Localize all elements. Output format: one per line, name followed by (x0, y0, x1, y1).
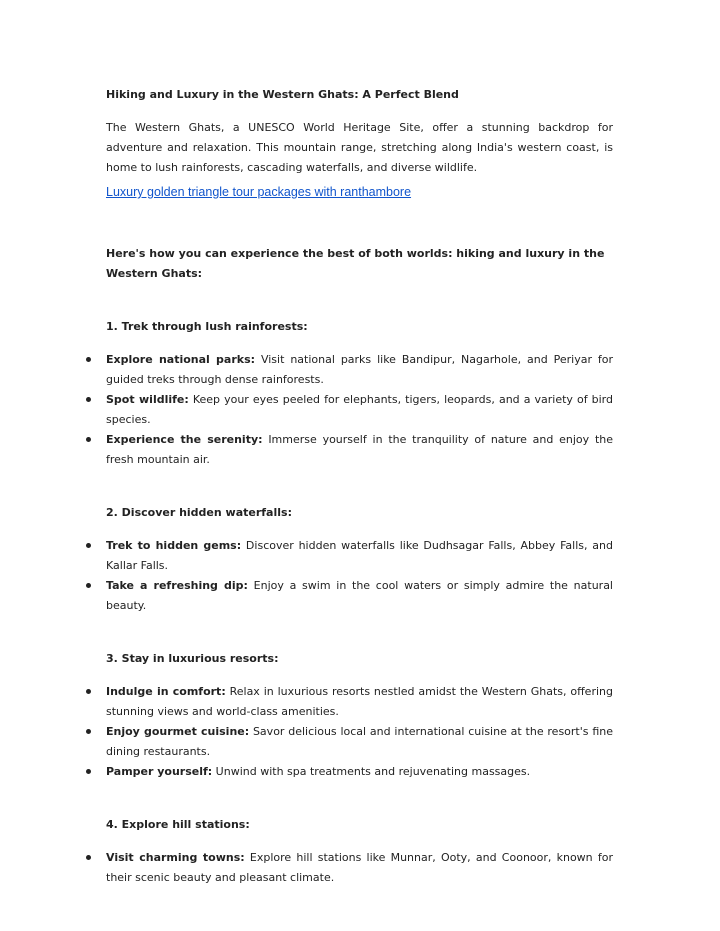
list-item (106, 848, 613, 888)
list-item (106, 722, 613, 762)
list-item-text: Immerse yourself in the tranquility of nature and enjoy the fresh mountain air. (106, 433, 614, 466)
section-4-list (106, 848, 613, 888)
section-4-title: 4. Explore hill stations: (106, 818, 250, 831)
list-item (106, 576, 613, 616)
section-3-list (106, 682, 613, 782)
bullet-icon (86, 357, 91, 362)
list-item-label: Experience the serenity: (106, 433, 263, 446)
intro-line: adventure and relaxation. This mountain range, stretching along India's western coast, is (106, 141, 613, 154)
list-item-text: Unwind with spa treatments and rejuvenating massages. (212, 765, 531, 778)
list-item (106, 682, 613, 722)
section-2-title: 2. Discover hidden waterfalls: (106, 506, 292, 519)
list-item-text: Explore hill stations like Munnar, Ooty, and Coonoor, known for their scenic beauty and pleasant climate. (106, 851, 613, 884)
tour-packages-link[interactable]: Luxury golden triangle tour packages with ranthambore (106, 185, 412, 199)
document-page (106, 88, 613, 888)
list-item-label: Enjoy gourmet cuisine: (106, 725, 250, 738)
section-2-list (106, 536, 613, 616)
bullet-icon (86, 855, 91, 860)
bullet-icon (86, 769, 91, 774)
bullet-icon (86, 397, 91, 402)
intro-line: home to lush rainforests, cascading waterfalls, and diverse wildlife. (106, 161, 478, 174)
list-item (106, 430, 613, 470)
bullet-icon (86, 437, 91, 442)
list-item-text: Enjoy a swim in the cool waters or simply admire the natural beauty. (106, 579, 613, 612)
intro-paragraph (106, 118, 613, 178)
list-item-text: Visit national parks like Bandipur, Nagarhole, and Periyar for guided treks through dense rainforests. (106, 353, 614, 386)
document-title: Hiking and Luxury in the Western Ghats: A Perfect Blend (106, 88, 459, 101)
list-item-text: Keep your eyes peeled for elephants, tigers, leopards, and a variety of bird species. (106, 393, 613, 426)
bullet-icon (86, 729, 91, 734)
list-item-label: Explore national parks: (106, 353, 256, 366)
bullet-icon (86, 583, 91, 588)
list-item (106, 536, 613, 576)
section-1-list (106, 350, 613, 470)
list-item (106, 762, 613, 782)
bullet-icon (86, 543, 91, 548)
list-item-text: Discover hidden waterfalls like Dudhsagar Falls, Abbey Falls, and Kallar Falls. (106, 539, 613, 572)
section-3-title: 3. Stay in luxurious resorts: (106, 652, 279, 665)
section-1-title: 1. Trek through lush rainforests: (106, 320, 308, 333)
list-item (106, 390, 613, 430)
list-item-label: Spot wildlife: (106, 393, 189, 406)
list-item-label: Trek to hidden gems: (106, 539, 242, 552)
section-heading: Here's how you can experience the best of both worlds: hiking and luxury in the Western Ghats: (106, 247, 605, 280)
list-item-text: Savor delicious local and international cuisine at the resort's fine dining restaurants. (106, 725, 613, 758)
list-item-label: Take a refreshing dip: (106, 579, 248, 592)
list-item-label: Visit charming towns: (106, 851, 245, 864)
list-item-label: Pamper yourself: (106, 765, 213, 778)
list-item (106, 350, 613, 390)
list-item-label: Indulge in comfort: (106, 685, 226, 698)
list-item-text: Relax in luxurious resorts nestled amidst the Western Ghats, offering stunning views and world-class amenities. (106, 685, 613, 718)
bullet-icon (86, 689, 91, 694)
intro-line: The Western Ghats, a UNESCO World Heritage Site, offer a stunning backdrop for (106, 121, 613, 134)
